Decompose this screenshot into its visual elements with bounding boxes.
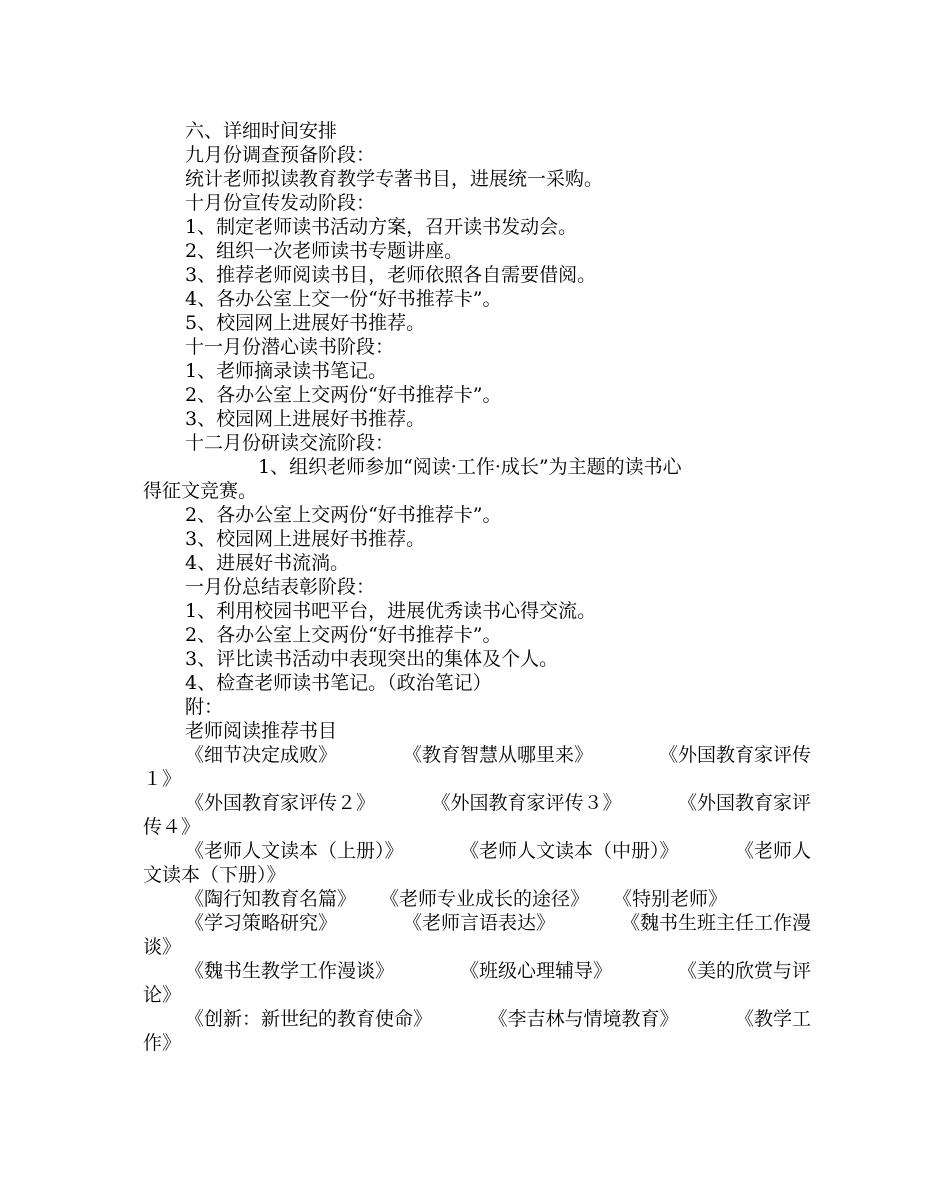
- book-title: 《李吉林与情境教育》: [488, 1008, 679, 1030]
- book-title: 《教育智慧从哪里来》: [402, 744, 593, 766]
- book-row-continued: 作》: [143, 1032, 182, 1054]
- text-line: 4、检查老师读书笔记。（政治笔记）: [185, 672, 492, 694]
- document-body: [143, 119, 811, 1055]
- book-title: 《老师言语表达》: [402, 912, 555, 934]
- appendix-label: 附：: [185, 696, 224, 718]
- book-row: [143, 743, 811, 767]
- text-line: 4、进展好书流淌。: [185, 552, 350, 574]
- book-title: 《美的欣赏与评: [677, 960, 811, 982]
- text-line-continued: 得征文竞赛。: [143, 480, 258, 502]
- text-line: 5、校园网上进展好书推荐。: [185, 312, 426, 334]
- book-title: 《细节决定成败》: [185, 744, 338, 766]
- book-row-continued: 文读本（下册）》: [143, 864, 286, 886]
- text-line: 2、各办公室上交两份“好书推荐卡”。: [185, 504, 502, 526]
- book-row-continued: １》: [143, 768, 182, 790]
- book-row: [143, 839, 811, 863]
- book-title: 《老师人文读本（上册）》: [185, 840, 404, 862]
- section-heading: 六、详细时间安排: [185, 120, 338, 142]
- text-line: 2、各办公室上交两份“好书推荐卡”。: [185, 384, 502, 406]
- text-line: 3、校园网上进展好书推荐。: [185, 528, 426, 550]
- phase-heading-november: 十一月份潜心读书阶段：: [185, 336, 395, 358]
- book-row: [143, 1007, 811, 1031]
- book-row: [143, 959, 811, 983]
- book-title: 《老师人文读本（中册）》: [459, 840, 679, 862]
- text-line: 3、校园网上进展好书推荐。: [185, 408, 426, 430]
- text-line: 1、老师摘录读书笔记。: [185, 360, 388, 382]
- text-line: 3、评比读书活动中表现突出的集体及个人。: [185, 648, 559, 670]
- book-row: [143, 791, 811, 815]
- text-line: 2、各办公室上交两份“好书推荐卡”。: [185, 624, 502, 646]
- reading-list: [143, 743, 811, 1055]
- book-title: 《外国教育家评传３》: [431, 792, 622, 814]
- book-title: 《班级心理辅导》: [459, 960, 612, 982]
- phase-heading-september: 九月份调查预备阶段：: [185, 144, 376, 166]
- book-row: [143, 887, 811, 911]
- book-title: 《陶行知教育名篇》: [185, 888, 357, 910]
- book-row: [143, 911, 811, 935]
- phase-heading-december: 十二月份研读交流阶段：: [185, 432, 395, 454]
- book-title: 《教学工: [734, 1008, 811, 1030]
- book-row-continued: 论》: [143, 984, 182, 1006]
- book-title: 《魏书生教学工作漫谈》: [185, 960, 395, 982]
- book-title: 《老师人: [734, 840, 811, 862]
- reading-list-heading: 老师阅读推荐书目: [185, 720, 338, 742]
- text-line: 4、各办公室上交一份“好书推荐卡”。: [185, 288, 502, 310]
- phase-heading-january: 一月份总结表彰阶段：: [185, 576, 376, 598]
- text-line: 3、推荐老师阅读书目，老师依照各自需要借阅。: [185, 264, 597, 286]
- book-title: 《特别老师》: [613, 888, 728, 910]
- book-title: 《外国教育家评传２》: [185, 792, 376, 814]
- book-title: 《魏书生班主任工作漫: [620, 912, 811, 934]
- book-title: 《老师专业成长的途径》: [380, 888, 590, 910]
- book-title: 《外国教育家评传: [658, 744, 811, 766]
- book-row-continued: 谈》: [143, 936, 182, 958]
- book-title: 《创新：新世纪的教育使命》: [185, 1008, 433, 1030]
- text-line: 统计老师拟读教育教学专著书目，进展统一采购。: [185, 168, 604, 190]
- text-line: 1、组织老师参加“阅读·工作·成长”为主题的读书心: [258, 456, 682, 478]
- text-line: 2、组织一次老师读书专题讲座。: [185, 240, 464, 262]
- text-line: 1、制定老师读书活动方案，召开读书发动会。: [185, 216, 578, 238]
- phase-heading-october: 十月份宣传发动阶段：: [185, 192, 376, 214]
- book-title: 《学习策略研究》: [185, 912, 338, 934]
- book-title: 《外国教育家评: [677, 792, 811, 814]
- book-row-continued: 传４》: [143, 816, 201, 838]
- text-line: 1、利用校园书吧平台，进展优秀读书心得交流。: [185, 600, 597, 622]
